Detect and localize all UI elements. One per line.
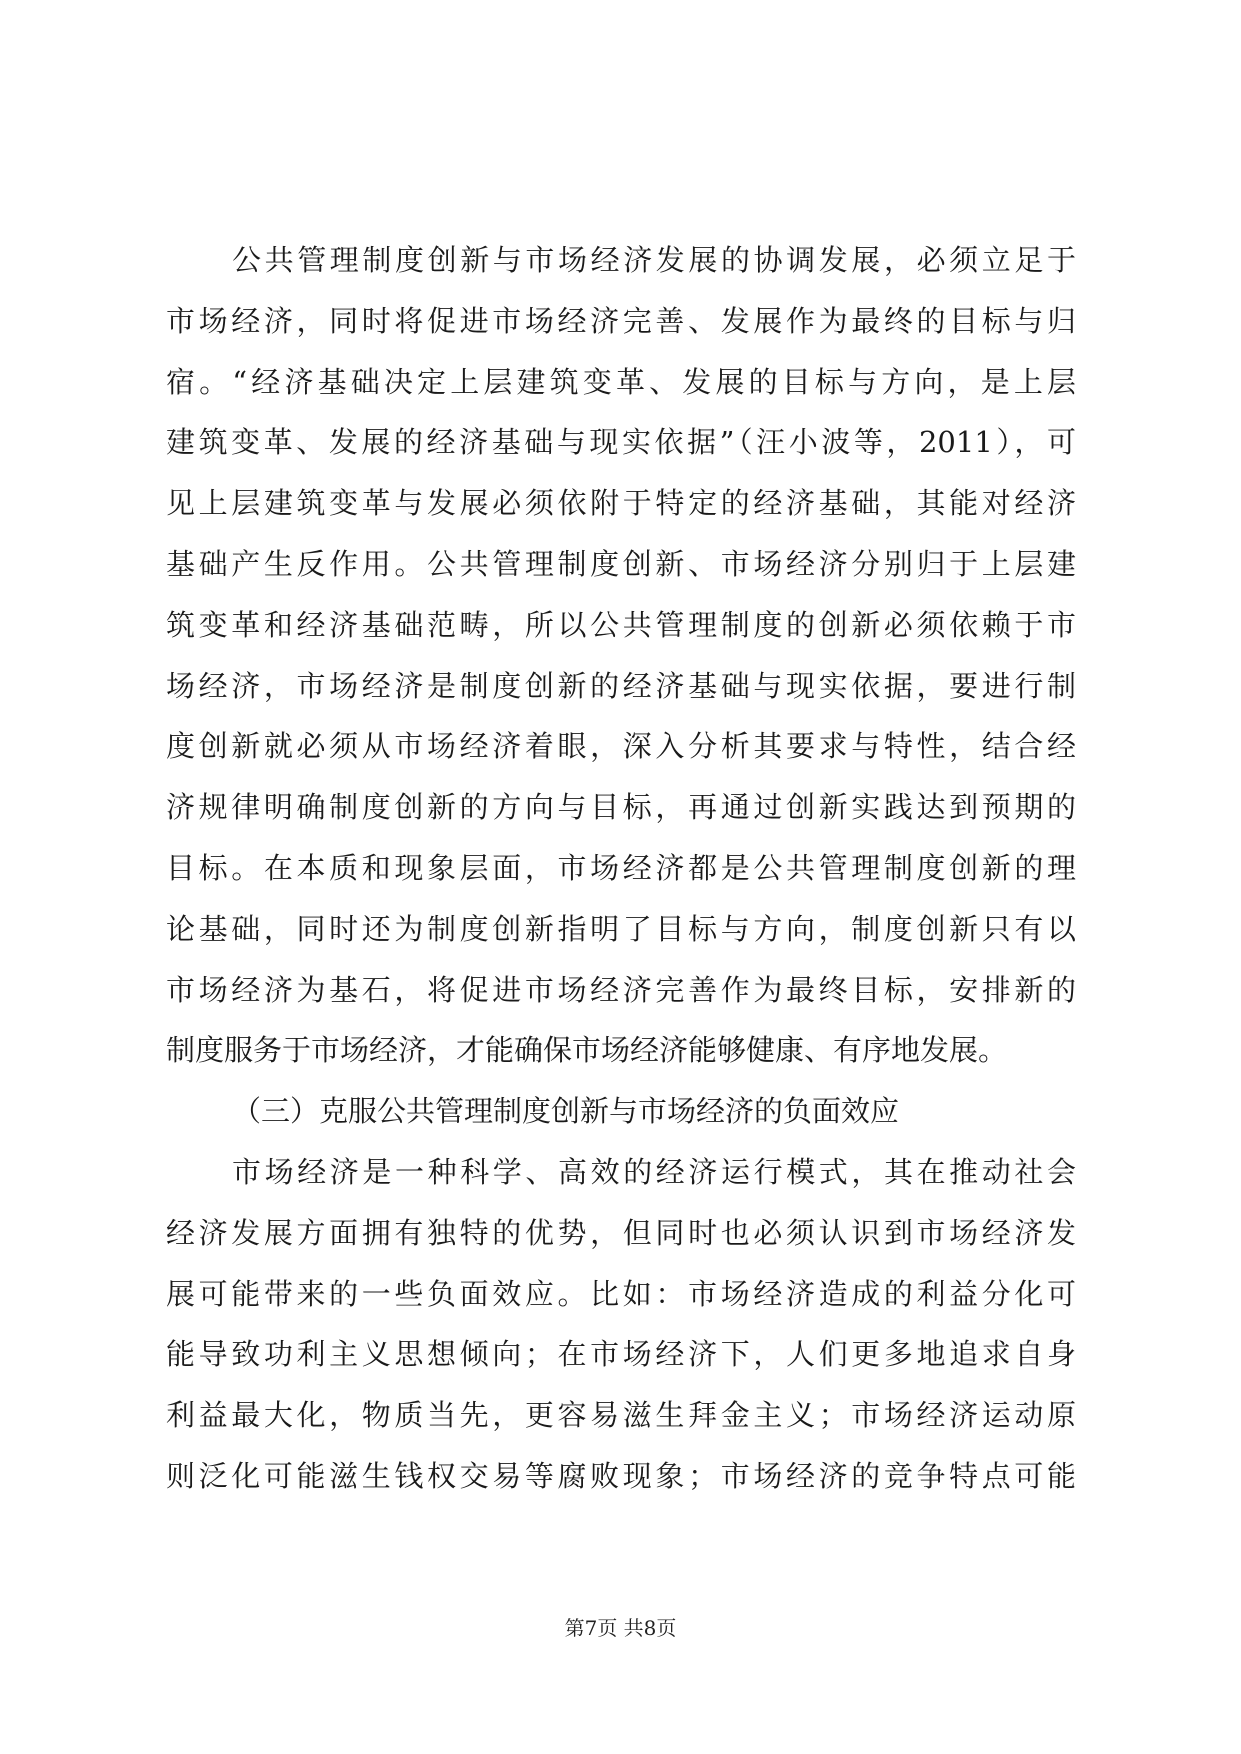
paragraph-2 — [166, 1142, 1076, 1507]
page-footer: 第7页 共8页 — [564, 1616, 677, 1640]
text-line: 市场经济为基石，将促进市场经济完善作为最终目标，安排新的 — [166, 972, 1076, 1007]
document-body — [166, 230, 1076, 1507]
text-line: 能导致功利主义思想倾向；在市场经济下，人们更多地追求自身 — [166, 1337, 1076, 1372]
paragraph-1 — [166, 230, 1076, 1081]
text-line: 度创新就必须从市场经济着眼，深入分析其要求与特性，结合经 — [166, 729, 1076, 764]
text-line: 经济发展方面拥有独特的优势，但同时也必须认识到市场经济发 — [166, 1215, 1076, 1250]
text-line: 场经济，市场经济是制度创新的经济基础与现实依据，要进行制 — [166, 668, 1076, 703]
text-line: 制度服务于市场经济，才能确保市场经济能够健康、有序地发展。 — [166, 1033, 1008, 1068]
text-line: 见上层建筑变革与发展必须依附于特定的经济基础，其能对经济 — [166, 486, 1076, 521]
text-line: 济规律明确制度创新的方向与目标，再通过创新实践达到预期的 — [166, 790, 1076, 825]
text-line: 则泛化可能滋生钱权交易等腐败现象；市场经济的竞争特点可能 — [166, 1458, 1076, 1493]
text-line: 展可能带来的一些负面效应。比如：市场经济造成的利益分化可 — [166, 1276, 1076, 1311]
text-line: 宿。“经济基础决定上层建筑变革、发展的目标与方向，是上层 — [166, 364, 1076, 399]
text-line: 建筑变革、发展的经济基础与现实依据”（汪小波等，2011），可 — [166, 425, 1076, 460]
section-heading: （三）克服公共管理制度创新与市场经济的负面效应 — [232, 1094, 900, 1129]
text-line: 基础产生反作用。公共管理制度创新、市场经济分别归于上层建 — [166, 546, 1076, 581]
text-line: 公共管理制度创新与市场经济发展的协调发展，必须立足于 — [232, 243, 1076, 277]
text-line: 市场经济，同时将促进市场经济完善、发展作为最终的目标与归 — [166, 303, 1076, 338]
text-line: 论基础，同时还为制度创新指明了目标与方向，制度创新只有以 — [166, 911, 1076, 946]
text-line: 市场经济是一种科学、高效的经济运行模式，其在推动社会 — [232, 1154, 1076, 1189]
text-line: 目标。在本质和现象层面，市场经济都是公共管理制度创新的理 — [166, 850, 1076, 885]
text-line: 筑变革和经济基础范畴，所以公共管理制度的创新必须依赖于市 — [166, 607, 1076, 642]
text-line: 利益最大化，物质当先，更容易滋生拜金主义；市场经济运动原 — [166, 1398, 1076, 1433]
